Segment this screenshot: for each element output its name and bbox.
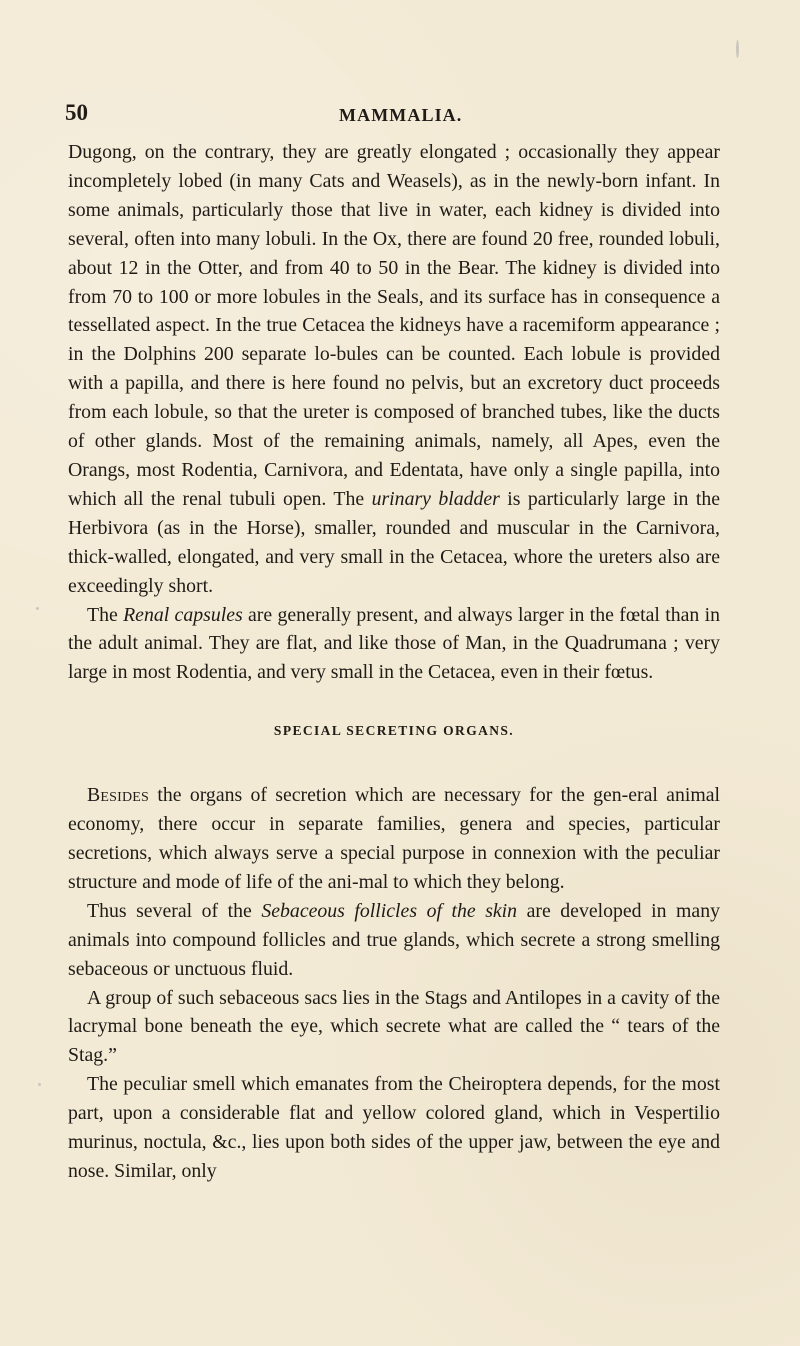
body-text xyxy=(68,138,720,1186)
section-heading: SPECIAL SECRETING ORGANS. xyxy=(273,723,515,739)
page-header xyxy=(65,102,720,132)
paragraph-sebaceous-before: Thus several of the xyxy=(87,899,262,922)
paragraph-sebaceous-follicles xyxy=(68,897,720,984)
paragraph-kidneys-after: is particularly large in the Herbivora (as in the Horse), smaller, rounded and muscular in the Carnivora, thick-walled, elongated, and very small in the Cetacea, whore the ureters also are exceedingly short. xyxy=(68,487,720,597)
term-sebaceous-follicles: Sebaceous follicles of the skin xyxy=(261,899,518,922)
paragraph-besides xyxy=(68,781,720,897)
paragraph-lacrymal-text: A group of such sebaceous sacs lies in the Stags and Antilopes in a cavity of the lacrymal bone beneath the eye, which secrete what are called the “ tears of the Stag.” xyxy=(68,986,720,1067)
lead-word-besides: Besides xyxy=(87,784,150,807)
paragraph-renal-capsules xyxy=(68,601,720,688)
paper-speck-top-right xyxy=(736,40,739,58)
term-renal-capsules: Renal capsules xyxy=(123,603,243,626)
page-number: 50 xyxy=(65,100,88,125)
paragraph-renal-capsules-after: are generally present, and always larger in the fœtal than in the adult animal. They are flat, and like those of Man, in the Quadrumana ; very large in most Rodentia, and very small in the Cetacea, even in their fœtus. xyxy=(68,603,720,684)
term-urinary-bladder: urinary bladder xyxy=(371,487,500,510)
running-title: MAMMALIA. xyxy=(339,105,463,125)
paragraph-besides-text: the organs of secretion which are necessary for the gen-eral animal economy, there occur in separate families, genera and species, particular secretions, which always serve a special purpose in connexion with the peculiar structure and mode of life of the ani-mal to which they belong. xyxy=(68,784,720,893)
paragraph-cheiroptera-text: The peculiar smell which emanates from the Cheiroptera depends, for the most part, upon a considerable flat and yellow colored gland, which in Vespertilio murinus, noctula, &c., lies upon both sides of the upper jaw, between the eye and nose. Similar, only xyxy=(68,1073,720,1182)
paper-speck-left-lower xyxy=(38,1083,41,1086)
paragraph-kidneys-main: Dugong, on the contrary, they are greatly elongated ; occasionally they appear incompletely lobed (in many Cats and Weasels), as in the newly-born infant. In some animals, particularly those that live in water, each kidney is divided into several, often into many lobuli. In the Ox, there are found 20 free, rounded lobuli, about 12 in the Otter, and from 40 to 50 in the Bear. The kidney is divided into from 70 to 100 or more lobules in the Seals, and its surface has in consequence a tessellated aspect. In the true Cetacea the kidneys have a racemiform appearance ; in the Dolphins 200 separate lo-bules can be counted. Each lobule is provided with a papilla, and there is here found no pelvis, but an excretory duct proceeds from each lobule, so that the ureter is composed of branched tubes, like the ducts of other glands. Most of the remaining animals, namely, all Apes, even the Orangs, most Rodentia, Carnivora, and Edentata, have only a single papilla, into which all the renal tubuli open. The xyxy=(68,141,720,510)
paragraph-renal-capsules-before: The xyxy=(87,603,124,626)
paragraph-sebaceous-after: are developed in many animals into compound follicles and true glands, which secrete a strong smelling sebaceous or unctuous fluid. xyxy=(68,899,720,980)
paragraph-kidneys xyxy=(68,138,720,601)
paper-speck-left-middle xyxy=(36,607,39,610)
paragraph-lacrymal-sacs xyxy=(68,984,720,1071)
paragraph-cheiroptera xyxy=(68,1070,720,1186)
